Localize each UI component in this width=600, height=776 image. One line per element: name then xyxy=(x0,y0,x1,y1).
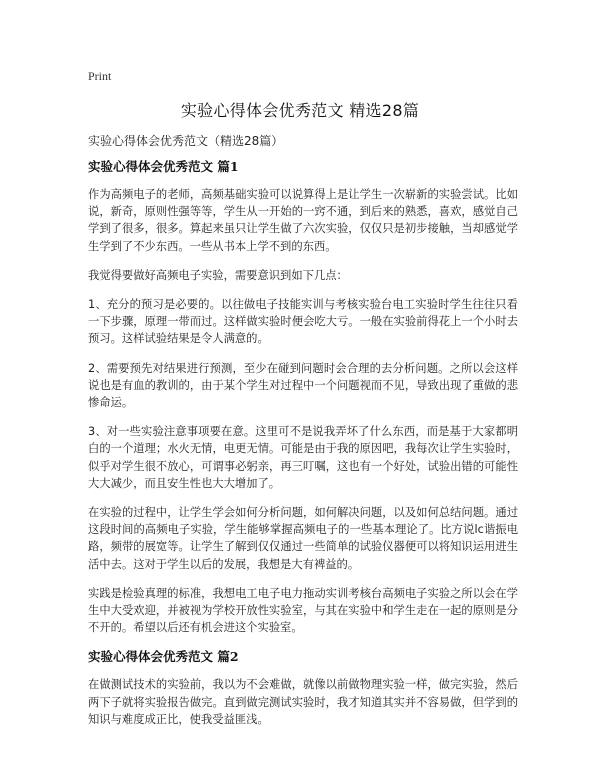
print-link[interactable]: Print xyxy=(88,69,112,83)
paragraph: 在实验的过程中，让学生学会如何分析问题，如何解决问题，以及如何总结问题。通过这段时间的高频电子实验，学生能够掌握高频电子的一些基本理论了。比方说lc谐振电路，频带的展宽等。让学生了解到仅仅通过一些简单的试验仪器便可以将知识运用进生活中去。这对于学生以后的发展，我想是大有裨益的。 xyxy=(88,506,518,571)
paragraph: 2、需要预先对结果进行预测，至少在碰到问题时会合理的去分析问题。之所以会这样说也是有血的教训的，由于某个学生对过程中一个问题视而不见，导致出现了重做的悲惨命运。 xyxy=(88,361,518,410)
section-heading: 实验心得体会优秀范文 篇2 xyxy=(88,649,239,665)
paragraph: 我觉得要做好高频电子实验，需要意识到如下几点： xyxy=(88,268,348,282)
page-subtitle: 实验心得体会优秀范文（精选28篇） xyxy=(88,134,284,148)
article-body xyxy=(88,158,518,740)
paragraph: 在做测试技术的实验前，我以为不会难做，就像以前做物理实验一样，做完实验，然后两下子就将实验报告做完。直到做完测试实验时，我才知道其实并不容易做，但学到的知识与难度成正比，使我受益匪浅。 xyxy=(88,678,518,726)
paragraph: 3、对一些实验注意事项要在意。这里可不是说我弄坏了什么东西，而是基于大家都明白的一个道理；水火无情，电更无情。可能是由于我的原因吧，我每次让学生实验时，似乎对学生很不放心，可谓事必躬亲，再三叮嘱，这也有一个好处，试验出错的可能性大大减少，而且安生性也大大增加了。 xyxy=(88,425,518,490)
paragraph: 实践是检验真理的标准，我想电工电子电力拖动实训考核台高频电子实验之所以会在学生中大受欢迎，并被视为学校开放性实验室，与其在实验中和学生走在一起的原则是分不开的。希望以后还有机会进这个实验室。 xyxy=(88,586,518,635)
section-heading: 实验心得体会优秀范文 篇1 xyxy=(88,159,239,174)
paragraph: 作为高频电子的老师，高频基础实验可以说算得上是让学生一次崭新的实验尝试。比如说，新奇，原则性强等等，学生从一开始的一窍不通，到后来的熟悉，喜欢，感觉自己学到了很多，很多。算起来虽只让学生做了六次实验，仅仅只是初步接触，当却感觉学生学到了不少东西。一些从书本上学不到的东西。 xyxy=(88,188,518,253)
paragraph: 1、充分的预习是必要的。以往做电子技能实训与考核实验台电工实验时学生往往只看一下步骤，原理一带而过。这样做实验时便会吃大亏。一般在实验前得花上一个小时去预习。这样试验结果是令人满意的。 xyxy=(88,298,518,346)
page-title: 实验心得体会优秀范文 精选28篇 xyxy=(180,101,420,120)
